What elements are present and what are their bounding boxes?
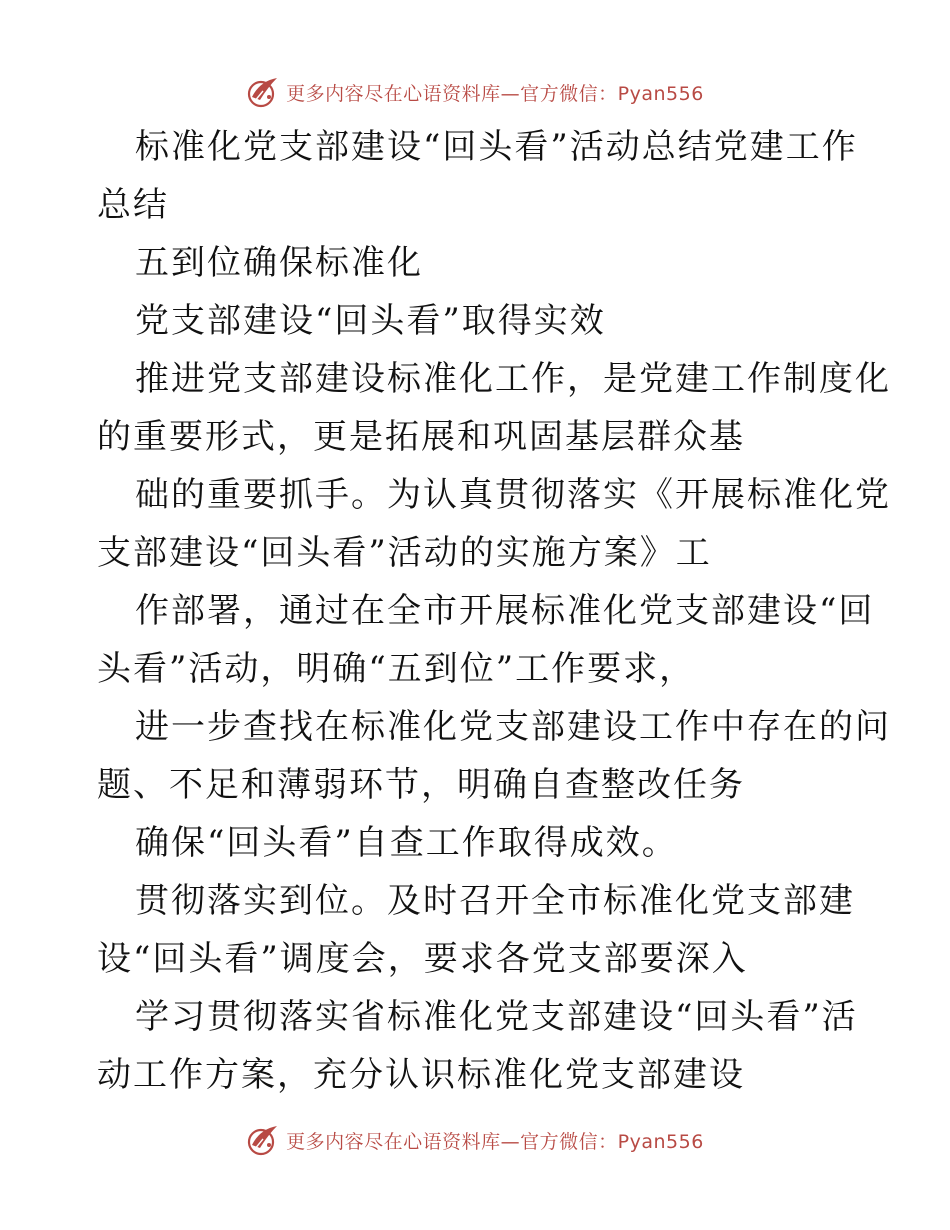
document-line: 确保“回头看”自查工作取得成效。 <box>135 823 678 863</box>
document-line: 标准化党支部建设“回头看”活动总结党建工作 <box>135 127 858 167</box>
document-line: 头看”活动，明确“五到位”工作要求， <box>97 649 696 689</box>
document-line: 动工作方案，充分认识标准化党支部建设 <box>97 1055 745 1095</box>
header-watermark <box>0 72 950 112</box>
quill-pen-icon <box>246 1123 280 1157</box>
document-line: 贯彻落实到位。及时召开全市标准化党支部建 <box>135 881 855 921</box>
document-line: 础的重要抓手。为认真贯彻落实《开展标准化党 <box>135 475 891 515</box>
footer-watermark <box>0 1120 950 1160</box>
document-line: 的重要形式，更是拓展和巩固基层群众基 <box>97 417 745 457</box>
document-line: 支部建设“回头看”活动的实施方案》工 <box>97 533 712 573</box>
document-line: 设“回头看”调度会，要求各党支部要深入 <box>97 939 748 979</box>
document-body <box>97 118 891 1104</box>
watermark-text: 更多内容尽在心语资料库—官方微信：Pyan556 <box>286 1130 704 1153</box>
quill-pen-icon <box>246 75 280 109</box>
document-line: 进一步查找在标准化党支部建设工作中存在的问 <box>135 707 891 747</box>
watermark-text: 更多内容尽在心语资料库—官方微信：Pyan556 <box>286 82 704 105</box>
document-line: 党支部建设“回头看”取得实效 <box>135 301 606 341</box>
document-line: 推进党支部建设标准化工作，是党建工作制度化 <box>135 359 891 399</box>
document-line: 题、不足和薄弱环节，明确自查整改任务 <box>97 765 745 805</box>
document-line: 学习贯彻落实省标准化党支部建设“回头看”活 <box>135 997 858 1037</box>
document-line: 作部署，通过在全市开展标准化党支部建设“回 <box>135 591 875 631</box>
document-line: 总结 <box>97 185 169 225</box>
document-line: 五到位确保标准化 <box>135 243 423 283</box>
